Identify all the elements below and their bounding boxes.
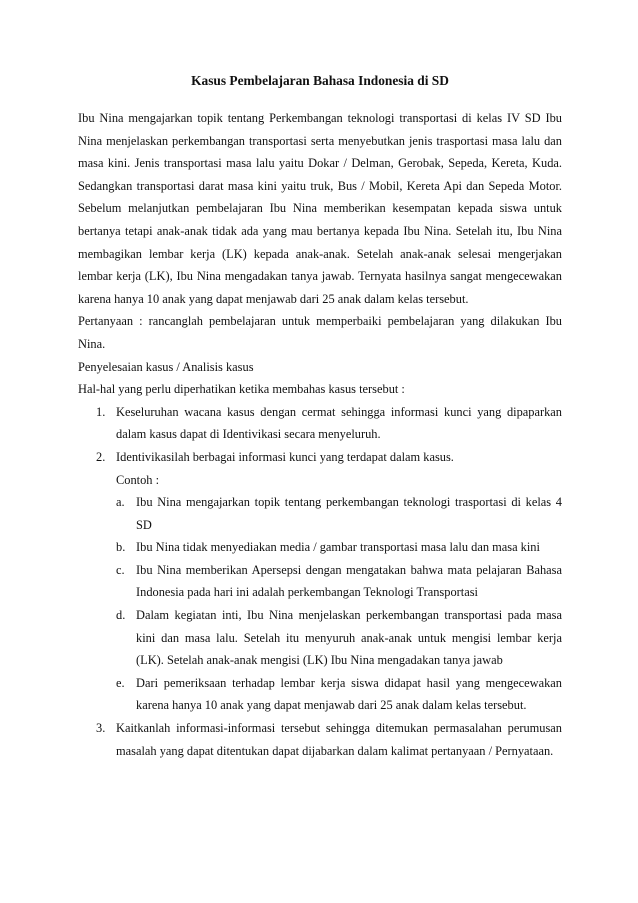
examples-list [116, 491, 562, 717]
example-letter: e. [116, 675, 125, 690]
step-number: 1. [96, 404, 106, 419]
example-label: Contoh : [116, 472, 160, 487]
steps-list [78, 401, 562, 763]
example-letter: c. [116, 562, 125, 577]
case-paragraph: Ibu Nina mengajarkan topik tentang Perkembangan teknologi transportasi di kelas IV SD Ibu Nina menjelaskan perkembangan transportasi serta menyebutkan jenis trasportasi masa lalu dan masa kini. Jenis transportasi masa lalu yaitu Dokar / Delman, Gerobak, Sepeda, Kereta, Kuda. Sedangkan transportasi darat masa kini yaitu truk, Bus / Mobil, Kereta Api dan Sepeda Motor. Sebelum melanjutkan pembelajaran Ibu Nina memberikan kesempatan kepada siswa untuk bertanya tetapi anak-anak tidak ada yang mau bertanya kepada Ibu Nina. Setelah itu, Ibu Nina membagikan lembar kerja (LK) kepada anak-anak. Setelah anak-anak selesai mengerjakan lembar kerja (LK), Ibu Nina mengadakan tanya jawab. Ternyata hasilnya sangat mengecewakan karena hanya 10 anak yang dapat menjawab dari 25 anak dalam kelas tersebut. [78, 111, 562, 306]
step-text: Kaitkanlah informasi-informasi tersebut sehingga ditemukan permasalahan perumusan masalah yang dapat ditentukan dapat dijabarkan dalam kalimat pertanyaan / Pernyataan. [116, 721, 562, 758]
step-item [78, 401, 562, 446]
example-text: Ibu Nina tidak menyediakan media / gambar transportasi masa lalu dan masa kini [136, 540, 540, 555]
step-text: Keseluruhan wacana kasus dengan cermat sehingga informasi kunci yang dipaparkan dalam kasus dapat di Identivikasi secara menyeluruh. [116, 404, 562, 442]
example-text: Ibu Nina mengajarkan topik tentang perkembangan teknologi trasportasi di kelas 4 SD [136, 495, 562, 532]
example-letter: a. [116, 495, 125, 510]
step-text: Identivikasilah berbagai informasi kunci yang terdapat dalam kasus. [116, 449, 454, 464]
example-letter: d. [116, 608, 126, 623]
step-number: 3. [96, 721, 106, 736]
document-page [78, 72, 562, 762]
example-item [116, 491, 562, 536]
question-paragraph: Pertanyaan : rancanglah pembelajaran untuk memperbaiki pembelajaran yang dilakukan Ibu Nina. [78, 314, 562, 351]
document-title: Kasus Pembelajaran Bahasa Indonesia di SD [191, 73, 449, 88]
intro-paragraph: Hal-hal yang perlu diperhatikan ketika membahas kasus tersebut : [78, 382, 405, 397]
example-item [116, 559, 562, 604]
example-item [116, 604, 562, 672]
example-item [116, 536, 562, 559]
step-item [78, 446, 562, 717]
example-text: Dalam kegiatan inti, Ibu Nina menjelaskan perkembangan transportasi pada masa kini dan masa lalu. Setelah itu menyuruh anak-anak untuk mengisi lembar kerja (LK). Setelah anak-anak mengisi (LK) Ibu Nina mengadakan tanya jawab [136, 608, 562, 668]
example-item [116, 672, 562, 717]
solution-heading: Penyelesaian kasus / Analisis kasus [78, 359, 254, 374]
example-letter: b. [116, 540, 126, 555]
example-text: Ibu Nina memberikan Apersepsi dengan mengatakan bahwa mata pelajaran Bahasa Indonesia pada hari ini adalah perkembangan Teknologi Transportasi [136, 562, 562, 600]
step-number: 2. [96, 449, 106, 464]
step-item [78, 717, 562, 762]
example-text: Dari pemeriksaan terhadap lembar kerja siswa didapat hasil yang mengecewakan karena hanya 10 anak yang dapat menjawab dari 25 anak dalam kelas tersebut. [136, 675, 562, 713]
